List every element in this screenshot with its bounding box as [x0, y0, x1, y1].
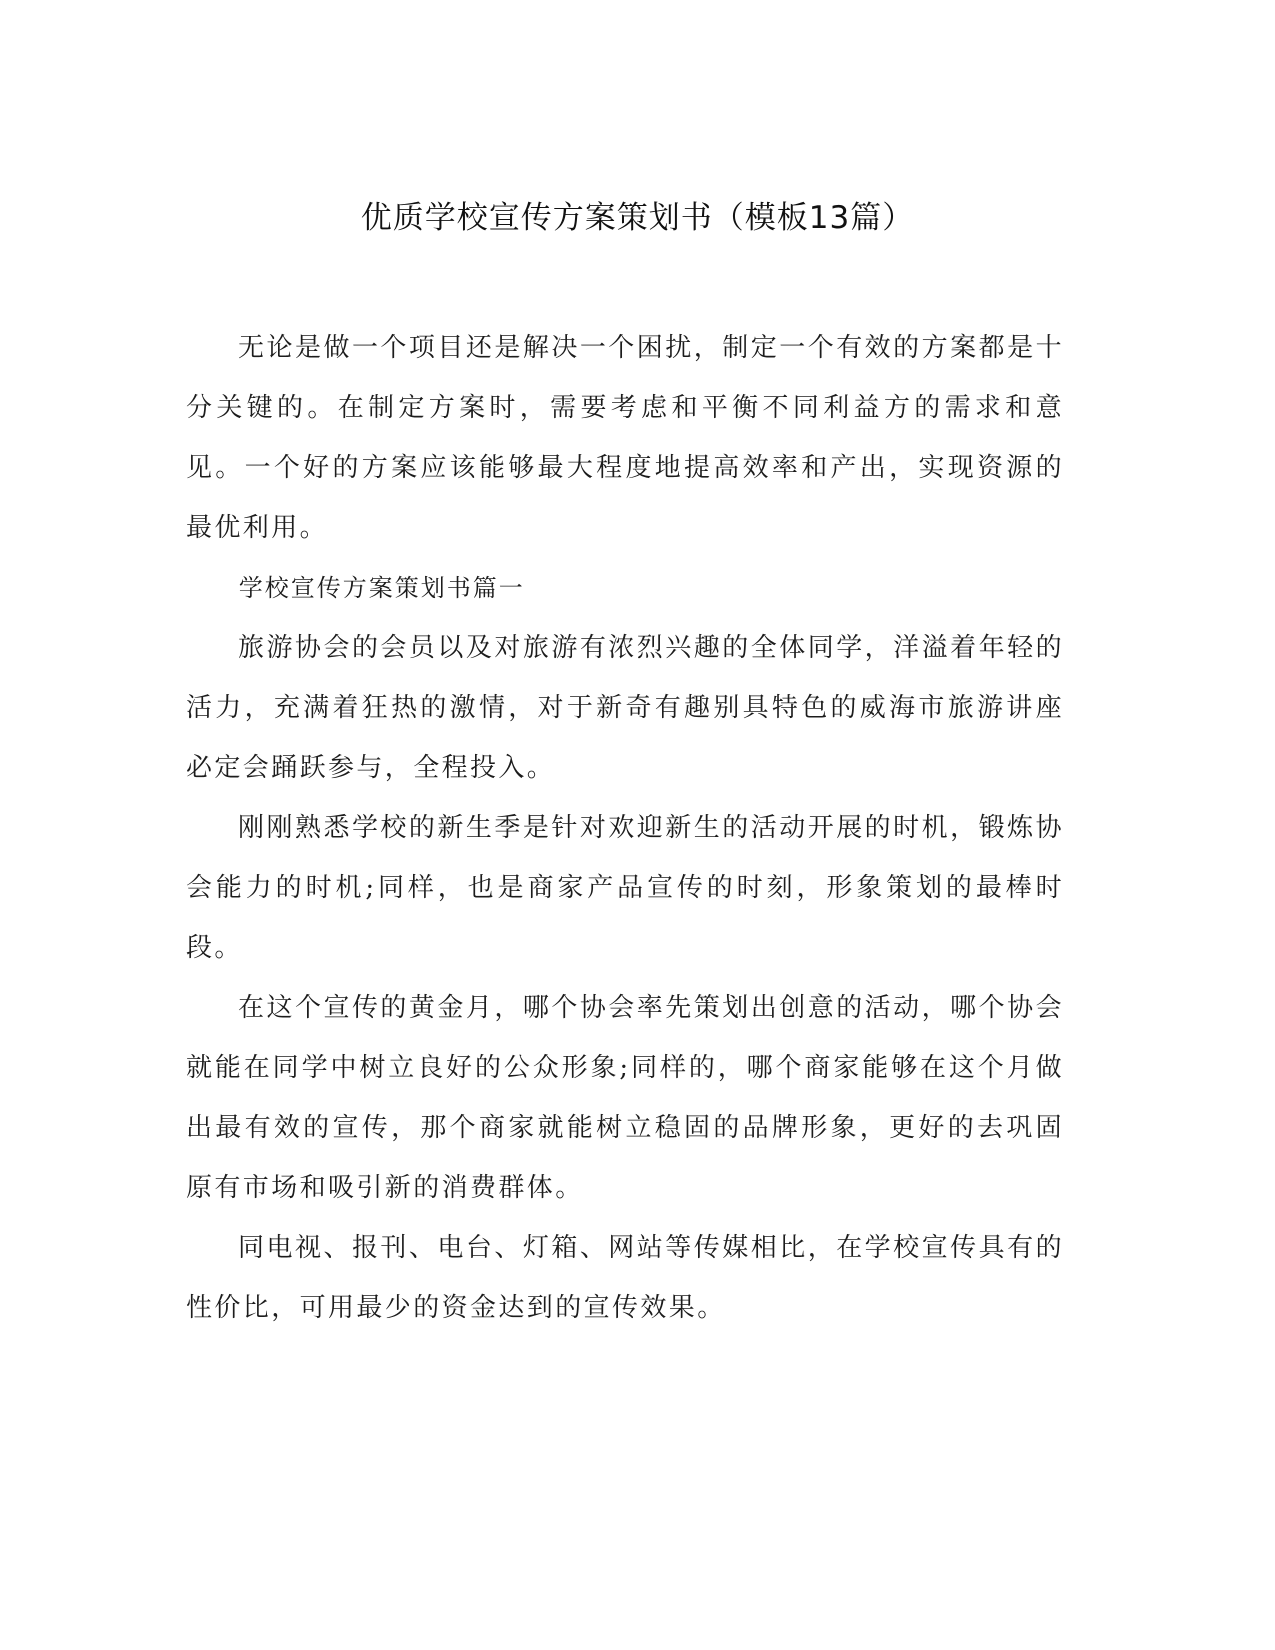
intro-paragraph: 无论是做一个项目还是解决一个困扰，制定一个有效的方案都是十分关键的。在制定方案时，需要考虑和平衡不同利益方的需求和意见。一个好的方案应该能够最大程度地提高效率和产出，实现资源的最优利用。: [186, 333, 1064, 543]
body-paragraph-1: 旅游协会的会员以及对旅游有浓烈兴趣的全体同学，洋溢着年轻的活力，充满着狂热的激情，对于新奇有趣别具特色的威海市旅游讲座必定会踊跃参与，全程投入。: [186, 633, 1064, 783]
document-title: 优质学校宣传方案策划书（模板13篇）: [360, 200, 915, 236]
body-paragraph-3: 在这个宣传的黄金月，哪个协会率先策划出创意的活动，哪个协会就能在同学中树立良好的公众形象;同样的，哪个商家能够在这个月做出最有效的宣传，那个商家就能树立稳固的品牌形象，更好的去巩固原有市场和吸引新的消费群体。: [186, 993, 1064, 1203]
body-paragraph-4: 同电视、报刊、电台、灯箱、网站等传媒相比，在学校宣传具有的性价比，可用最少的资金达到的宣传效果。: [186, 1233, 1064, 1323]
section-heading: 学校宣传方案策划书篇一: [238, 574, 525, 602]
body-paragraph-2: 刚刚熟悉学校的新生季是针对欢迎新生的活动开展的时机，锻炼协会能力的时机;同样，也是商家产品宣传的时刻，形象策划的最棒时段。: [186, 813, 1064, 963]
document-body: [186, 318, 1064, 1338]
